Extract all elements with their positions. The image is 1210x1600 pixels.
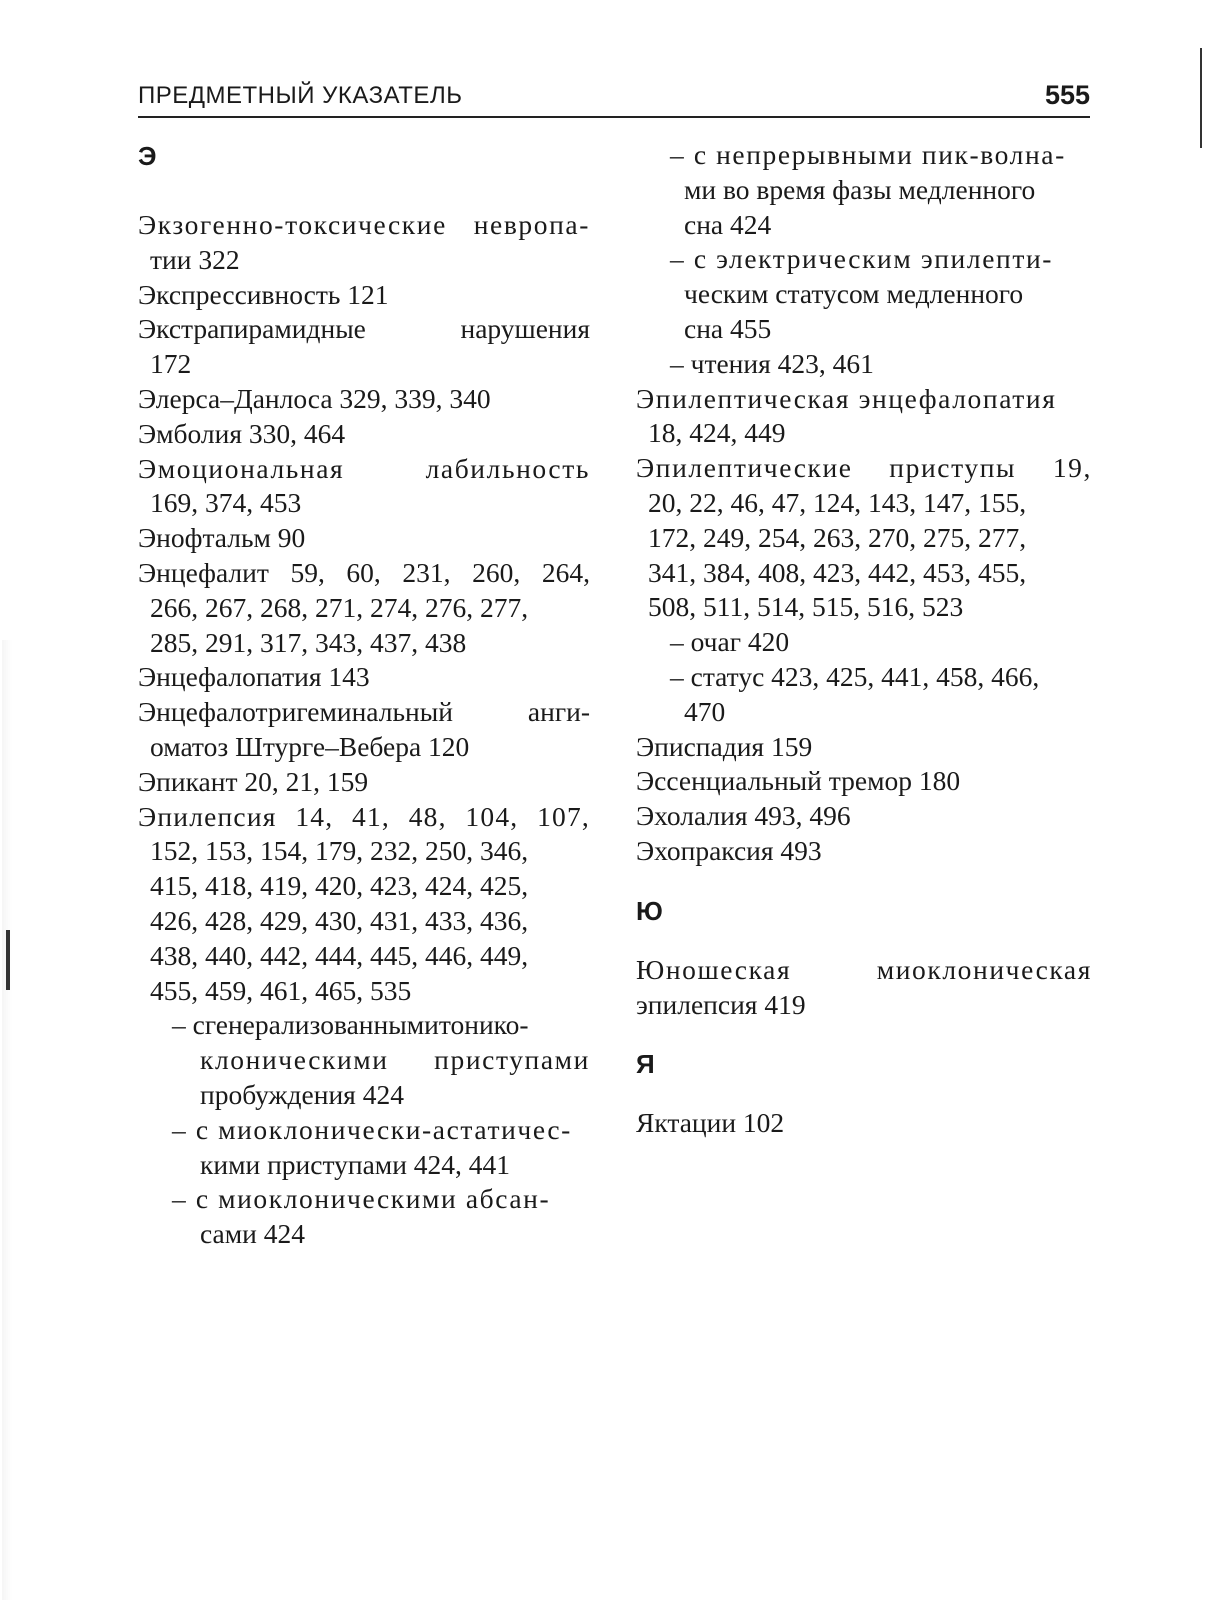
scan-edge-mark [1200, 48, 1202, 148]
index-entry-line: 508, 511, 514, 515, 516, 523 [648, 591, 964, 623]
index-entry-line: Энцефалотригеминальный анги- [138, 696, 590, 728]
index-entry-line: Эпилептическая энцефалопатия [636, 382, 1057, 414]
index-entry-line: Яктации 102 [636, 1107, 785, 1139]
index-entry-line: Эхопраксия 493 [636, 834, 822, 866]
index-subentry-line: ческим статусом медленного [684, 278, 1024, 310]
index-subentry-line: сна 424 [684, 208, 772, 240]
index-entry-line: Эссенциальный тремор 180 [636, 765, 961, 797]
index-entry-line: Экспрессивность 121 [138, 278, 389, 310]
index-entry-line: Эпикант 20, 21, 159 [138, 765, 369, 797]
index-entry-line: 426, 428, 429, 430, 431, 433, 436, [150, 904, 529, 936]
index-entry-line: 415, 418, 419, 420, 423, 424, 425, [150, 870, 529, 902]
index-subentry-line: сна 455 [684, 312, 772, 344]
index-entry-line: Эмоциональная лабильность [138, 452, 590, 484]
index-entry-line: 172 [150, 348, 192, 380]
index-entry-line: Элерса–Данлоса 329, 339, 340 [138, 382, 491, 414]
index-entry-line: Экстрапирамидные нарушения [138, 313, 590, 345]
index-entry-line: 152, 153, 154, 179, 232, 250, 346, [150, 835, 529, 867]
index-entry-line: Эпилептические приступы 19, [636, 452, 1092, 484]
index-entry-line: 455, 459, 461, 465, 535 [150, 974, 412, 1006]
index-subentry-line: – очаг 420 [670, 626, 790, 658]
index-subentry-line: сами 424 [200, 1218, 305, 1250]
section-letter-yu: Ю [636, 895, 663, 926]
index-subentry-line: – с миоклоническими абсан- [172, 1183, 551, 1215]
index-entry-line: Энцефалит 59, 60, 231, 260, 264, [138, 556, 590, 588]
index-entry-line: Эпилепсия 14, 41, 48, 104, 107, [138, 800, 590, 832]
index-entry-line: 169, 374, 453 [150, 487, 302, 519]
index-subentry-line: – чтения 423, 461 [670, 347, 874, 379]
scan-artifact [6, 930, 10, 990]
index-entry-line: Юношеская миоклоническая [636, 953, 1092, 985]
index-entry-line: 438, 440, 442, 444, 445, 446, 449, [150, 939, 529, 971]
index-entry-line: 18, 424, 449 [648, 417, 786, 449]
index-subentry-line: – с электрическим эпилепти- [670, 243, 1054, 275]
index-entry-line: Энофтальм 90 [138, 522, 306, 554]
index-subentry-line: кими приступами 424, 441 [200, 1148, 511, 1180]
index-subentry-line: – с непрерывными пик-волна- [670, 139, 1066, 170]
index-entry-line: 172, 249, 254, 263, 270, 275, 277, [648, 521, 1027, 553]
index-subentry-line: ми во время фазы медленного [684, 173, 1036, 205]
page-number: 555 [1044, 80, 1090, 110]
index-entry-line: Эписпадия 159 [636, 730, 813, 762]
left-column [138, 138, 590, 1252]
index-subentry-line: пробуждения 424 [200, 1078, 404, 1110]
index-entry-line: 20, 22, 46, 47, 124, 143, 147, 155, [648, 486, 1027, 518]
scan-shadow [2, 640, 12, 1600]
index-subentry-line: – статус 423, 425, 441, 458, 466, [670, 660, 1040, 692]
index-entry-line: 285, 291, 317, 343, 437, 438 [150, 626, 467, 658]
section-letter-ya: Я [636, 1049, 655, 1080]
index-entry-line: Экзогенно-токсические невропа- [138, 209, 590, 240]
index-entry-line: 341, 384, 408, 423, 442, 453, 455, [648, 556, 1027, 588]
index-entry-line: Энцефалопатия 143 [138, 661, 370, 693]
index-entry-line: тии 322 [150, 243, 240, 275]
index-subentry-line: 470 [684, 695, 726, 727]
index-entry-line: оматоз Штурге–Вебера 120 [150, 730, 470, 762]
index-subentry-line: – сгенерализованнымитонико- [172, 1009, 529, 1041]
index-entry-line: Эмболия 330, 464 [138, 417, 346, 449]
index-subentry-line: – с миоклонически-астатичес- [172, 1113, 572, 1145]
right-column [636, 138, 1092, 1141]
index-entry-line: Эхолалия 493, 496 [636, 800, 851, 832]
index-subentry-line: клоническими приступами [200, 1044, 590, 1076]
running-header [138, 80, 1090, 118]
index-entry-line: эпилепсия 419 [636, 988, 806, 1020]
header-title: ПРЕДМЕТНЫЙ УКАЗАТЕЛЬ [138, 82, 463, 109]
section-letter-e: Э [138, 141, 157, 171]
index-entry-line: 266, 267, 268, 271, 274, 276, 277, [150, 591, 529, 623]
